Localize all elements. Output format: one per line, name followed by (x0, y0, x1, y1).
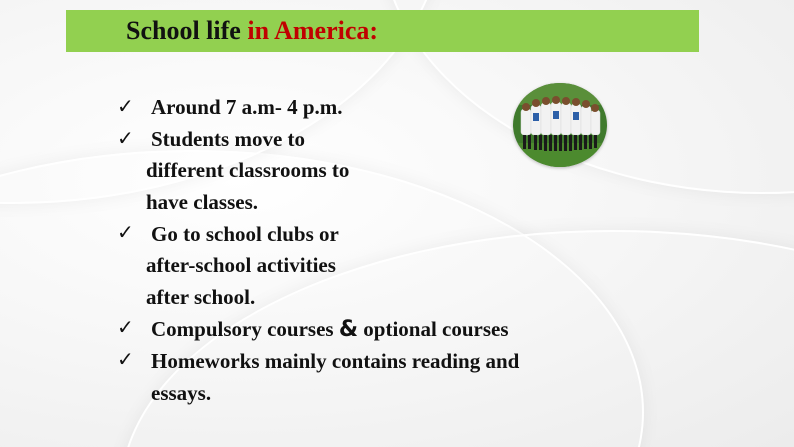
bullet-text: after school. (146, 285, 256, 309)
compulsory-text: Compulsory courses (151, 317, 334, 341)
bullet-text: essays. (151, 381, 212, 405)
bullet-text: Around 7 a.m- 4 p.m. (151, 95, 343, 119)
title-banner (66, 10, 699, 52)
bullet-text: Homeworks mainly contains reading and (151, 349, 520, 373)
bullet-text: Students move to (151, 127, 306, 151)
bullet-text: have classes. (146, 190, 258, 214)
students-huddle-icon (513, 83, 607, 167)
checkmark-icon: ✓ (117, 347, 134, 371)
checkmark-icon: ✓ (117, 94, 134, 118)
title-text-part1: School life (126, 16, 241, 45)
bullet-text: after-school activities (146, 253, 336, 277)
checkmark-icon: ✓ (117, 126, 134, 150)
bullet-text: different classrooms to (146, 158, 350, 182)
checkmark-icon: ✓ (117, 220, 134, 244)
title-text-part2: in America: (240, 16, 379, 45)
ampersand: & (338, 317, 359, 342)
checkmark-icon: ✓ (117, 315, 134, 339)
optional-text: optional courses (363, 317, 509, 341)
students-group-photo (513, 83, 607, 167)
bullet-text: Go to school clubs or (151, 222, 339, 246)
